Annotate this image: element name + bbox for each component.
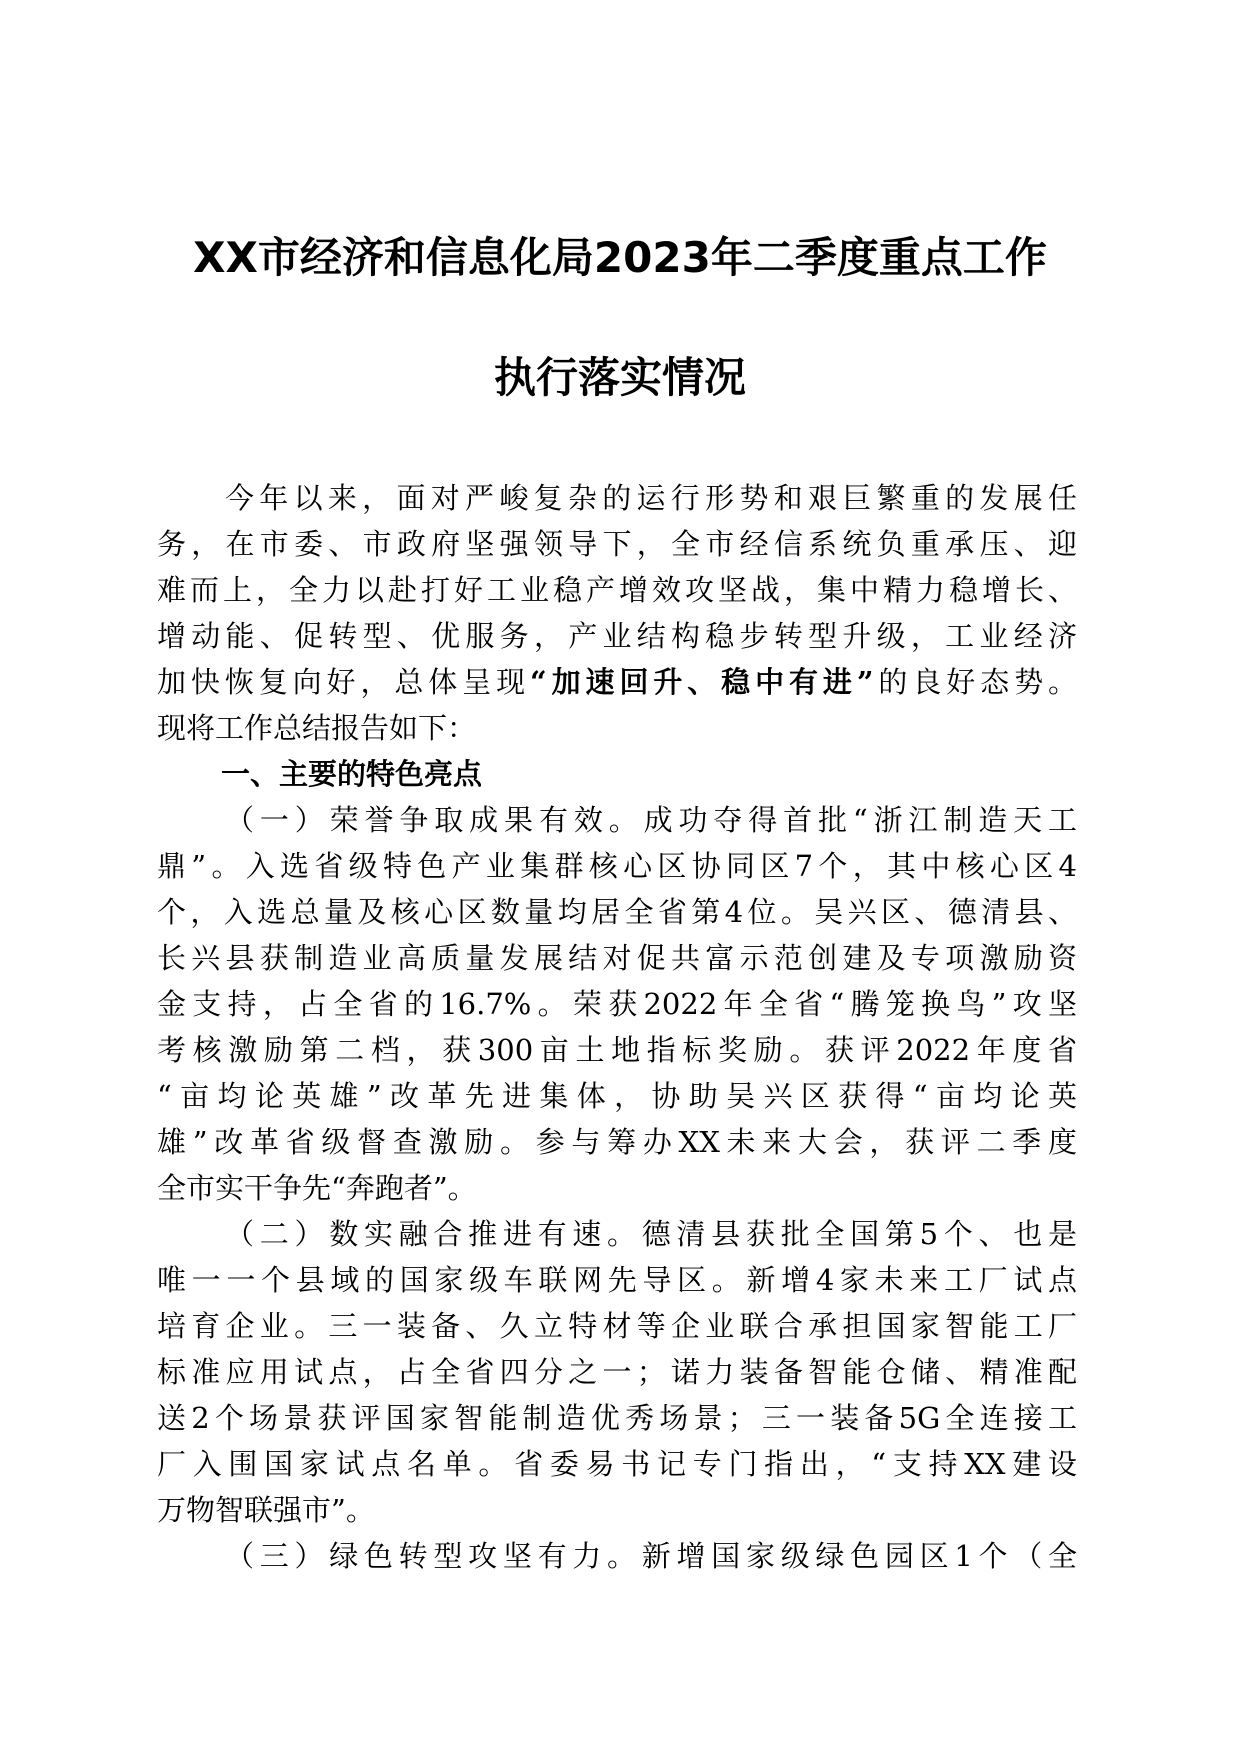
paragraph-green-transition xyxy=(157,1533,1077,1579)
text-line: 现将工作总结报告如下： xyxy=(157,711,477,745)
intro-paragraph xyxy=(157,475,1077,751)
text-line: 务，在市委、市政府坚强领导下，全市经信系统负重承压、迎 xyxy=(157,527,1077,561)
text-line: 万物智联强市”。 xyxy=(157,1493,375,1527)
text-line: 培育企业。三一装备、久立特材等企业联合承担国家智能工厂 xyxy=(157,1309,1077,1343)
text-line: 个，入选总量及核心区数量均居全省第4位。吴兴区、德清县、 xyxy=(157,895,1077,929)
text-line: 增动能、促转型、优服务，产业结构稳步转型升级，工业经济 xyxy=(157,619,1077,653)
text-line: 鼎”。入选省级特色产业集群核心区协同区7个，其中核心区4 xyxy=(157,849,1077,883)
text-line: 全市实干争先“奔跑者”。 xyxy=(157,1171,477,1205)
text-line: 金支持，占全省的16.7%。荣获2022年全省“腾笼换鸟”攻坚 xyxy=(157,987,1077,1021)
text-line: （三）绿色转型攻坚有力。新增国家级绿色园区1个（全 xyxy=(225,1539,1077,1573)
text-line: 今年以来，面对严峻复杂的运行形势和艰巨繁重的发展任 xyxy=(225,481,1077,515)
paragraph-digital-integration xyxy=(157,1211,1077,1533)
text-line: （一）荣誉争取成果有效。成功夺得首批“浙江制造天工 xyxy=(225,803,1077,837)
paragraph-honors xyxy=(157,797,1077,1211)
text-line: 雄”改革省级督查激励。参与筹办XX未来大会，获评二季度 xyxy=(157,1125,1077,1159)
text-line: 考核激励第二档，获300亩土地指标奖励。获评2022年度省 xyxy=(157,1033,1077,1067)
text-line: 标准应用试点，占全省四分之一；诺力装备智能仓储、精准配 xyxy=(157,1355,1077,1389)
text-line: 厂入围国家试点名单。省委易书记专门指出，“支持XX建设 xyxy=(157,1447,1077,1481)
document-title-line-1: XX市经济和信息化局2023年二季度重点工作 xyxy=(193,233,1047,282)
text-line: 唯一一个县域的国家级车联网先导区。新增4家未来工厂试点 xyxy=(157,1263,1077,1297)
text-segment: 加快恢复向好，总体呈现 xyxy=(157,665,531,699)
document-title-line-2: 执行落实情况 xyxy=(493,353,746,402)
text-line: “亩均论英雄”改革先进集体，协助吴兴区获得“亩均论英 xyxy=(157,1079,1077,1113)
text-line: （二）数实融合推进有速。德清县获批全国第5个、也是 xyxy=(225,1217,1077,1251)
bold-emphasis: “加速回升、稳中有进” xyxy=(530,665,874,699)
text-line: 长兴县获制造业高质量发展结对促共富示范创建及专项激励资 xyxy=(157,941,1077,975)
text-line: 难而上，全力以赴打好工业稳产增效攻坚战，集中精力稳增长、 xyxy=(157,573,1077,607)
document-body xyxy=(157,475,1077,1579)
text-line xyxy=(157,659,1077,705)
section-heading: 一、主要的特色亮点 xyxy=(221,757,483,791)
text-line: 送2个场景获评国家智能制造优秀场景；三一装备5G全连接工 xyxy=(157,1401,1077,1435)
text-segment: 的良好态势。 xyxy=(873,665,1077,699)
